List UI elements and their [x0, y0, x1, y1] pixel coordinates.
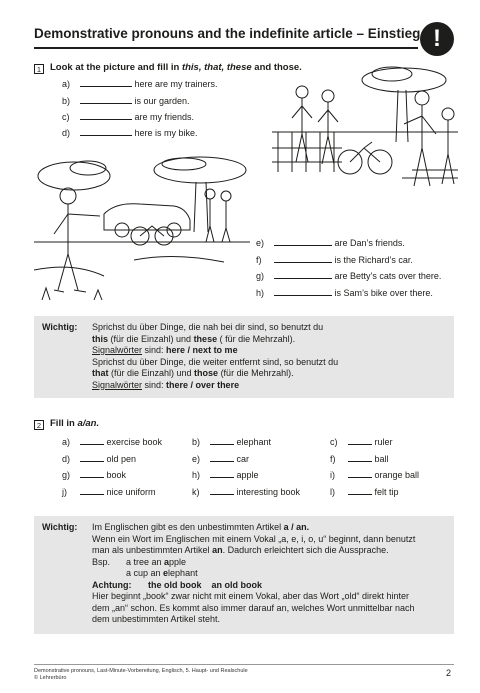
item-letter: j): [62, 487, 67, 497]
item-letter: h): [192, 470, 201, 480]
keyword-that: that: [92, 368, 109, 378]
task1-item-g: [256, 271, 441, 281]
task2-item-b: [192, 437, 271, 447]
note-fragment: lephant: [168, 568, 198, 578]
item-letter: g): [62, 470, 71, 480]
note-line: [92, 522, 415, 534]
note-fragment: Im Englischen gibt es den unbestimmten Artikel: [92, 522, 284, 532]
item-letter: c): [62, 112, 70, 122]
item-text: apple: [236, 470, 259, 480]
answer-blank[interactable]: [80, 494, 104, 495]
task1-item-f: [256, 255, 413, 265]
note-line: [92, 380, 338, 392]
note-label: Wichtig:: [42, 522, 78, 532]
item-letter: g): [256, 271, 265, 281]
task1-instruction-and: and: [251, 62, 274, 73]
footer-divider: [34, 664, 454, 665]
boy-garden-illustration: [34, 150, 250, 302]
signal-words: there / over there: [166, 379, 240, 390]
keyword-a-an: a / an.: [283, 522, 310, 532]
keyword-those: those: [194, 368, 219, 378]
page-title: Demonstrative pronouns and the indefinite article – Einstieg: [34, 26, 421, 41]
note-line: dem unbestimmten Artikel steht.: [92, 614, 221, 624]
example-bold: an old book: [211, 579, 263, 590]
item-text: nice uniform: [106, 487, 156, 497]
item-text: is the Richard’s car.: [334, 255, 413, 265]
task1-instruction-start: Look at the picture and fill in: [50, 62, 182, 73]
keyword-this: this: [92, 333, 109, 344]
item-text: felt tip: [374, 487, 399, 497]
task2-item-c: [330, 437, 393, 447]
item-text: are Dan’s friends.: [334, 238, 405, 248]
note-line: [92, 334, 338, 346]
answer-blank[interactable]: [274, 278, 332, 279]
note-fragment: (für die Einzahl) und: [108, 333, 194, 344]
answer-blank[interactable]: [274, 262, 332, 263]
note-label: Wichtig:: [42, 322, 78, 332]
item-letter: a): [62, 79, 71, 89]
task1-item-d: [62, 128, 198, 138]
item-letter: i): [330, 470, 335, 480]
task-number-1: 1: [34, 64, 44, 74]
note-fragment: man als unbestimmten Artikel: [92, 545, 213, 555]
task2-instruction-italic: a/an.: [77, 418, 100, 429]
item-text: interesting book: [236, 487, 301, 497]
item-letter: e): [192, 454, 201, 464]
note-fragment: (für die Mehrzahl).: [218, 368, 294, 378]
note-box-indefinite-article: [34, 516, 454, 634]
note-line: Wenn ein Wort im Englischen mit einem Vokal „a, e, i, o, u“ beginnt, dann benutzt: [92, 533, 416, 544]
task2-item-i: [330, 470, 419, 480]
note-fragment: ( für die Mehrzahl).: [217, 333, 296, 344]
item-text: ball: [374, 454, 389, 464]
note-line: [92, 345, 338, 357]
note-line: [92, 368, 338, 380]
task1-item-a: [62, 79, 218, 89]
task1-instruction-those: those: [273, 62, 300, 73]
note-text: [92, 322, 338, 391]
task2-item-g: [62, 470, 126, 480]
item-letter: e): [256, 238, 265, 248]
answer-blank[interactable]: [210, 494, 234, 495]
footer-source: Demonstrative pronouns, Last-Minute-Vorbereitung, Englisch, 5. Haupt- und Realschule: [34, 668, 248, 674]
task1-item-c: [62, 112, 194, 122]
example-label: Bsp.: [92, 556, 111, 567]
task1-item-e: [256, 238, 405, 248]
note-fragment: (für die Einzahl) und: [108, 368, 195, 378]
answer-blank[interactable]: [210, 444, 234, 445]
signal-words: here / next to me: [166, 345, 238, 355]
item-text: are my friends.: [134, 112, 195, 122]
answer-blank[interactable]: [210, 461, 234, 462]
signal-words-label: Signalwörter: [92, 345, 143, 355]
garden-friends-illustration: [272, 62, 458, 192]
item-letter: h): [256, 288, 265, 298]
note-line: Hier beginnt „book“ zwar nicht mit einem Vokal, aber das Wort „old“ direkt hinter: [92, 591, 409, 601]
answer-blank[interactable]: [210, 477, 234, 478]
note-line: Sprichst du über Dinge, die weiter entfernt sind, so benutzt du: [92, 356, 339, 367]
note-fragment: . Dadurch erleichtert sich die Aussprache.: [222, 545, 389, 555]
note-text: [92, 522, 415, 626]
exclamation-badge-icon: !: [420, 22, 454, 56]
note-line: [92, 580, 415, 592]
task1-instruction: [50, 62, 302, 73]
note-fragment: sind:: [142, 345, 167, 355]
task2-instruction: [50, 418, 99, 429]
keyword-an: an: [212, 545, 223, 555]
note-fragment: a tree an: [126, 556, 165, 567]
item-letter: l): [330, 487, 335, 497]
task2-instruction-text: Fill in: [50, 418, 78, 429]
item-letter: c): [330, 437, 338, 447]
item-letter: d): [62, 454, 71, 464]
note-line: Sprichst du über Dinge, die nah bei dir sind, so benutzt du: [92, 322, 324, 332]
task2-item-l: [330, 487, 399, 497]
signal-words-label: Signalwörter: [92, 379, 143, 390]
item-letter: f): [256, 255, 262, 265]
item-text: ruler: [374, 437, 393, 447]
note-fragment: pple: [169, 556, 187, 567]
note-fragment: sind:: [142, 379, 167, 390]
note-line: [92, 568, 415, 580]
item-text: book: [106, 470, 127, 480]
example-bold: the old book: [148, 579, 202, 590]
item-text: elephant: [236, 437, 272, 447]
task1-instruction-end: .: [299, 62, 302, 73]
answer-blank[interactable]: [274, 295, 332, 296]
answer-blank[interactable]: [348, 461, 372, 462]
item-letter: b): [62, 96, 71, 106]
answer-blank[interactable]: [80, 444, 104, 445]
note-fragment: a cup an: [126, 568, 164, 578]
task2-item-e: [192, 454, 249, 464]
task2-item-a: [62, 437, 162, 447]
note-line: dem „an“ schon. Es kommt also immer darauf an, welches Wort unmittelbar nach: [92, 602, 415, 613]
answer-blank[interactable]: [80, 86, 132, 87]
note-line: [92, 557, 415, 569]
note-line: [92, 545, 415, 557]
answer-blank[interactable]: [80, 461, 104, 462]
task1-item-h: [256, 288, 433, 298]
answer-blank[interactable]: [348, 444, 372, 445]
item-text: exercise book: [106, 437, 163, 447]
item-letter: b): [192, 437, 201, 447]
answer-blank[interactable]: [80, 103, 132, 104]
task2-item-h: [192, 470, 259, 480]
task2-item-f: [330, 454, 389, 464]
task-number-2: 2: [34, 420, 44, 430]
task2-item-j: [62, 487, 156, 497]
item-text: car: [236, 454, 250, 464]
item-letter: d): [62, 128, 71, 138]
item-letter: k): [192, 487, 200, 497]
caution-label: Achtung:: [92, 579, 132, 590]
task2-item-d: [62, 454, 136, 464]
vowel-highlight: a: [164, 556, 170, 567]
answer-blank[interactable]: [80, 135, 132, 136]
item-text: are Betty’s cats over there.: [334, 271, 442, 281]
item-text: is Sam’s bike over there.: [334, 288, 433, 298]
note-box-demonstratives: [34, 316, 454, 398]
item-text: old pen: [106, 454, 137, 464]
item-letter: f): [330, 454, 336, 464]
keyword-these: these: [193, 333, 218, 344]
item-text: here is my bike.: [134, 128, 198, 138]
page-number: 2: [446, 668, 452, 678]
footer: [34, 668, 248, 682]
item-text: orange ball: [374, 470, 420, 480]
item-text: is our garden.: [134, 96, 190, 106]
answer-blank[interactable]: [80, 119, 132, 120]
footer-copyright: © Lehrerbüro: [34, 675, 67, 681]
title-divider: [34, 47, 418, 49]
answer-blank[interactable]: [80, 477, 104, 478]
item-letter: a): [62, 437, 71, 447]
vowel-highlight: e: [163, 568, 169, 578]
answer-blank[interactable]: [348, 477, 372, 478]
item-text: here are my trainers.: [134, 79, 218, 89]
task2-item-k: [192, 487, 300, 497]
task1-item-b: [62, 96, 190, 106]
task1-instruction-words: this, that, these: [181, 62, 252, 73]
answer-blank[interactable]: [348, 494, 372, 495]
answer-blank[interactable]: [274, 245, 332, 246]
